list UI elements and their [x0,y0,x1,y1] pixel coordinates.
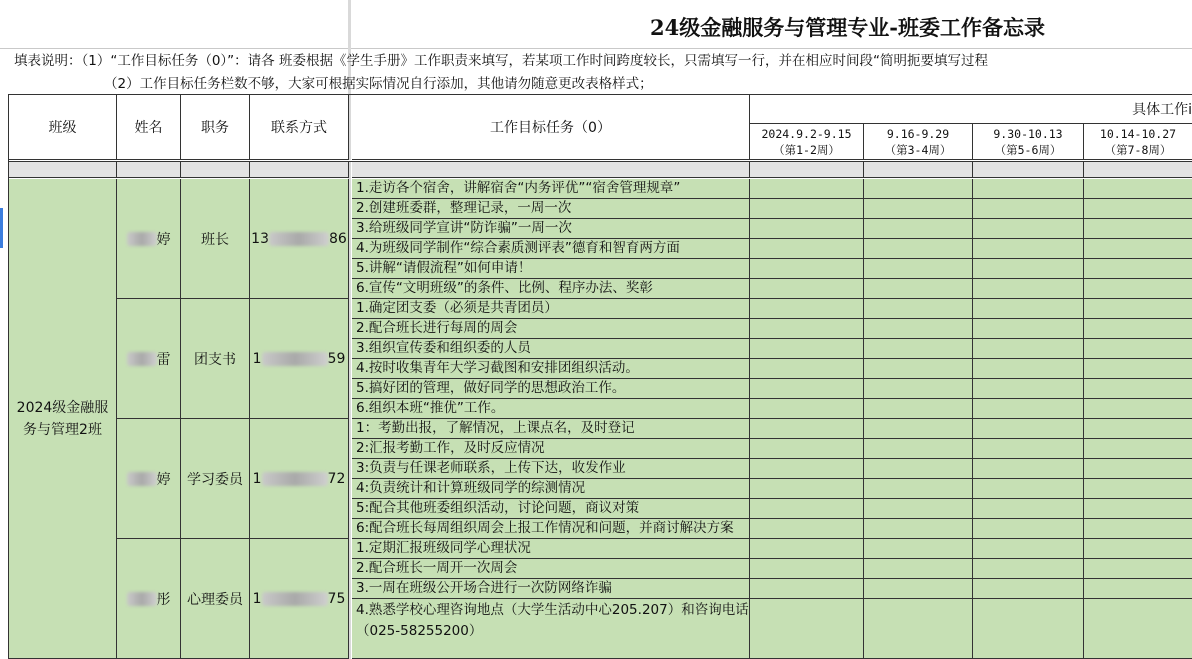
week-cell[interactable] [973,459,1084,479]
week-cell[interactable] [750,279,864,299]
week-cell[interactable] [750,399,864,419]
week-cell[interactable] [864,559,973,579]
task-item[interactable]: 3.给班级同学宣讲“防诈骗”一周一次 [352,219,750,239]
week-cell[interactable] [864,339,973,359]
phone-suffix: 75 [327,590,346,607]
week-cell[interactable] [1084,299,1192,319]
task-item[interactable]: 3.组织宣传委和组织委的人员 [352,339,750,359]
member-role-cell[interactable]: 团支书 [181,299,250,419]
week-cell[interactable] [1084,359,1192,379]
week-cell[interactable] [864,199,973,219]
week-cell[interactable] [750,179,864,199]
week-cell[interactable] [973,259,1084,279]
week-cell[interactable] [750,439,864,459]
week-cell[interactable] [750,219,864,239]
week-label: （第5-6周） [994,142,1062,157]
week-cell[interactable] [864,179,973,199]
week-cell[interactable] [750,259,864,279]
week-cell[interactable] [864,299,973,319]
task-item[interactable]: 2.配合班长进行每周的周会 [352,319,750,339]
task-item[interactable]: 4.熟悉学校心理咨询地点（大学生活动中心205.207）和咨询电话（025-58255200） [352,599,750,659]
week-cell[interactable] [1084,199,1192,219]
week-cell[interactable] [864,359,973,379]
member-contact-cell[interactable] [250,299,349,419]
week-cell[interactable] [973,219,1084,239]
week-cell[interactable] [973,299,1084,319]
week-cell[interactable] [750,559,864,579]
week-cell[interactable] [750,579,864,599]
week-cell[interactable] [864,239,973,259]
week-cell[interactable] [973,379,1084,399]
week-cell[interactable] [973,419,1084,439]
week-cell[interactable] [973,559,1084,579]
phone-suffix: 72 [327,470,346,487]
week-cell[interactable] [750,599,864,659]
task-item[interactable]: 2.创建班委群，整理记录，一周一次 [352,199,750,219]
week-cell[interactable] [1084,399,1192,419]
week-cell[interactable] [973,339,1084,359]
phone-prefix: 1 [252,470,262,487]
task-item[interactable]: 6.宣传“文明班级”的条件、比例、程序办法、奖彰 [352,279,750,299]
header-contact[interactable]: 联系方式 [250,95,349,160]
phone-suffix: 86 [329,230,347,247]
week-cell[interactable] [973,319,1084,339]
week-cell[interactable] [750,499,864,519]
week-cell[interactable] [750,519,864,539]
redacted-phone [262,472,328,486]
member-contact-cell[interactable] [250,419,349,539]
task-item[interactable]: 4.按时收集青年大学习截图和安排团组织活动。 [352,359,750,379]
task-item[interactable]: 5.搞好团的管理，做好同学的思想政治工作。 [352,379,750,399]
week-cell[interactable] [864,219,973,239]
task-item[interactable]: 6.组织本班“推优”工作。 [352,399,750,419]
week-cell[interactable] [1084,439,1192,459]
header-week-4[interactable] [1084,124,1192,160]
week-cell[interactable] [750,459,864,479]
task-item[interactable]: 3.一周在班级公开场合进行一次防网络诈骗 [352,579,750,599]
phone-prefix: 13 [251,230,269,247]
task-item[interactable]: 1.定期汇报班级同学心理状况 [352,539,750,559]
row-selection-marker [0,208,3,248]
week-cell[interactable] [1084,279,1192,299]
week-cell[interactable] [973,519,1084,539]
redacted-name [127,472,157,486]
week-cell[interactable] [1084,479,1192,499]
gray-row-cell[interactable] [1084,162,1192,178]
task-item[interactable]: 6:配合班长每周组织周会上报工作情况和问题，并商讨解决方案 [352,519,750,539]
member-contact-cell[interactable] [250,179,349,299]
week-cell[interactable] [864,399,973,419]
week-cell[interactable] [864,419,973,439]
header-role[interactable]: 职务 [181,95,250,160]
week-cell[interactable] [864,579,973,599]
task-item[interactable]: 3:负责与任课老师联系，上传下达，收发作业 [352,459,750,479]
redacted-name [127,592,157,606]
week-cell[interactable] [973,199,1084,219]
fill-instructions-line-1: 填表说明：（1）“工作目标任务（0）”：请各 班委根据《学生手册》工作职责来填写，若某项工作时间跨度较长，只需填写一行，并在相应时间段“简明扼要填写过程 [14,53,988,69]
redacted-phone [262,592,328,606]
week-cell[interactable] [973,539,1084,559]
task-item[interactable]: 5:配合其他班委组织活动，讨论问题，商议对策 [352,499,750,519]
week-cell[interactable] [864,499,973,519]
week-label: （第3-4周） [884,142,952,157]
member-name-suffix: 彤 [156,591,171,608]
member-name-suffix: 婷 [156,231,171,248]
phone-suffix: 59 [327,350,346,367]
header-week-3[interactable] [973,124,1084,160]
week-cell[interactable] [750,319,864,339]
week-range: 9.16-9.29 [886,126,950,141]
member-name-suffix: 婷 [156,471,171,488]
redacted-name [127,352,157,366]
redacted-phone [269,232,329,246]
member-name-cell[interactable] [117,179,181,299]
member-name-cell[interactable] [117,419,181,539]
member-role-cell[interactable]: 学习委员 [181,419,250,539]
week-cell[interactable] [1084,319,1192,339]
week-range: 10.14-10.27 [1099,126,1177,141]
week-cell[interactable] [864,279,973,299]
task-item[interactable]: 2.配合班长一周开一次周会 [352,559,750,579]
week-cell[interactable] [973,439,1084,459]
task-item[interactable]: 5.讲解“请假流程”如何申请！ [352,259,750,279]
week-cell[interactable] [1084,539,1192,559]
week-cell[interactable] [1084,239,1192,259]
week-cell[interactable] [864,479,973,499]
week-cell[interactable] [1084,339,1192,359]
header-week-2[interactable] [864,124,973,160]
week-range: 9.30-10.13 [993,126,1063,141]
week-cell[interactable] [864,459,973,479]
week-cell[interactable] [1084,219,1192,239]
week-cell[interactable] [750,339,864,359]
header-week-1[interactable] [750,124,864,160]
week-range: 2024.9.2-9.15 [761,126,852,141]
sheet-title: 24级金融服务与管理专业-班委工作备忘录 [650,15,1045,40]
gridline [0,48,1192,49]
week-cell[interactable] [1084,579,1192,599]
gray-row-cell[interactable] [973,162,1084,178]
week-cell[interactable] [1084,379,1192,399]
phone-prefix: 1 [252,590,262,607]
week-cell[interactable] [1084,179,1192,199]
gray-row-cell[interactable] [250,162,349,178]
week-cell[interactable] [750,359,864,379]
week-cell[interactable] [750,199,864,219]
member-role-cell[interactable]: 班长 [181,179,250,299]
week-cell[interactable] [750,419,864,439]
member-name-cell[interactable] [117,539,181,659]
week-cell[interactable] [973,399,1084,419]
header-name[interactable]: 姓名 [117,95,181,160]
week-cell[interactable] [864,319,973,339]
member-name-cell[interactable] [117,299,181,419]
week-cell[interactable] [1084,259,1192,279]
week-cell[interactable] [973,579,1084,599]
week-cell[interactable] [973,359,1084,379]
gray-row-cell[interactable] [9,162,117,178]
task-item[interactable]: 1：考勤出报，了解情况，上课点名，及时登记 [352,419,750,439]
week-cell[interactable] [973,599,1084,659]
week-cell[interactable] [973,179,1084,199]
week-cell[interactable] [1084,419,1192,439]
week-cell[interactable] [750,539,864,559]
week-cell[interactable] [864,599,973,659]
week-cell[interactable] [750,239,864,259]
member-contact-cell[interactable] [250,539,349,659]
task-item[interactable]: 4:负责统计和计算班级同学的综测情况 [352,479,750,499]
week-label: （第7-8周） [1104,142,1172,157]
week-cell[interactable] [973,239,1084,259]
week-cell[interactable] [1084,519,1192,539]
week-cell[interactable] [864,259,973,279]
week-cell[interactable] [750,299,864,319]
task-item[interactable]: 1.确定团支委（必须是共青团员） [352,299,750,319]
task-item[interactable]: 1.走访各个宿舍，讲解宿舍“内务评优”“宿舍管理规章” [352,179,750,199]
gray-row-cell[interactable] [117,162,181,178]
week-cell[interactable] [1084,559,1192,579]
week-label: （第1-2周） [773,142,840,157]
header-schedule[interactable]: 具体工作i [750,95,1192,124]
phone-prefix: 1 [252,350,262,367]
task-item[interactable]: 4.为班级同学制作“综合素质测评表”德育和智育两方面 [352,239,750,259]
redacted-name [127,232,157,246]
week-cell[interactable] [973,499,1084,519]
header-class[interactable]: 班级 [9,95,117,160]
gray-row-cell[interactable] [181,162,250,178]
member-name-suffix: 雷 [156,351,171,368]
member-role-cell[interactable]: 心理委员 [181,539,250,659]
gray-row-cell[interactable] [352,162,750,178]
fill-instructions-line-2: （2）工作目标任务栏数不够，大家可根据实际情况自行添加，其他请勿随意更改表格样式； [104,76,653,92]
header-task[interactable]: 工作目标任务（0） [352,95,750,160]
task-item[interactable]: 2:汇报考勤工作，及时反应情况 [352,439,750,459]
week-cell[interactable] [864,539,973,559]
week-cell[interactable] [1084,459,1192,479]
redacted-phone [262,352,328,366]
gray-row-cell[interactable] [750,162,864,178]
week-cell[interactable] [864,519,973,539]
week-cell[interactable] [750,479,864,499]
week-cell[interactable] [973,279,1084,299]
gray-row-cell[interactable] [864,162,973,178]
week-cell[interactable] [864,379,973,399]
week-cell[interactable] [973,479,1084,499]
week-cell[interactable] [864,439,973,459]
week-cell[interactable] [1084,499,1192,519]
class-name-cell[interactable]: 2024级金融服务与管理2班 [9,179,117,659]
week-cell[interactable] [1084,599,1192,659]
week-cell[interactable] [750,379,864,399]
